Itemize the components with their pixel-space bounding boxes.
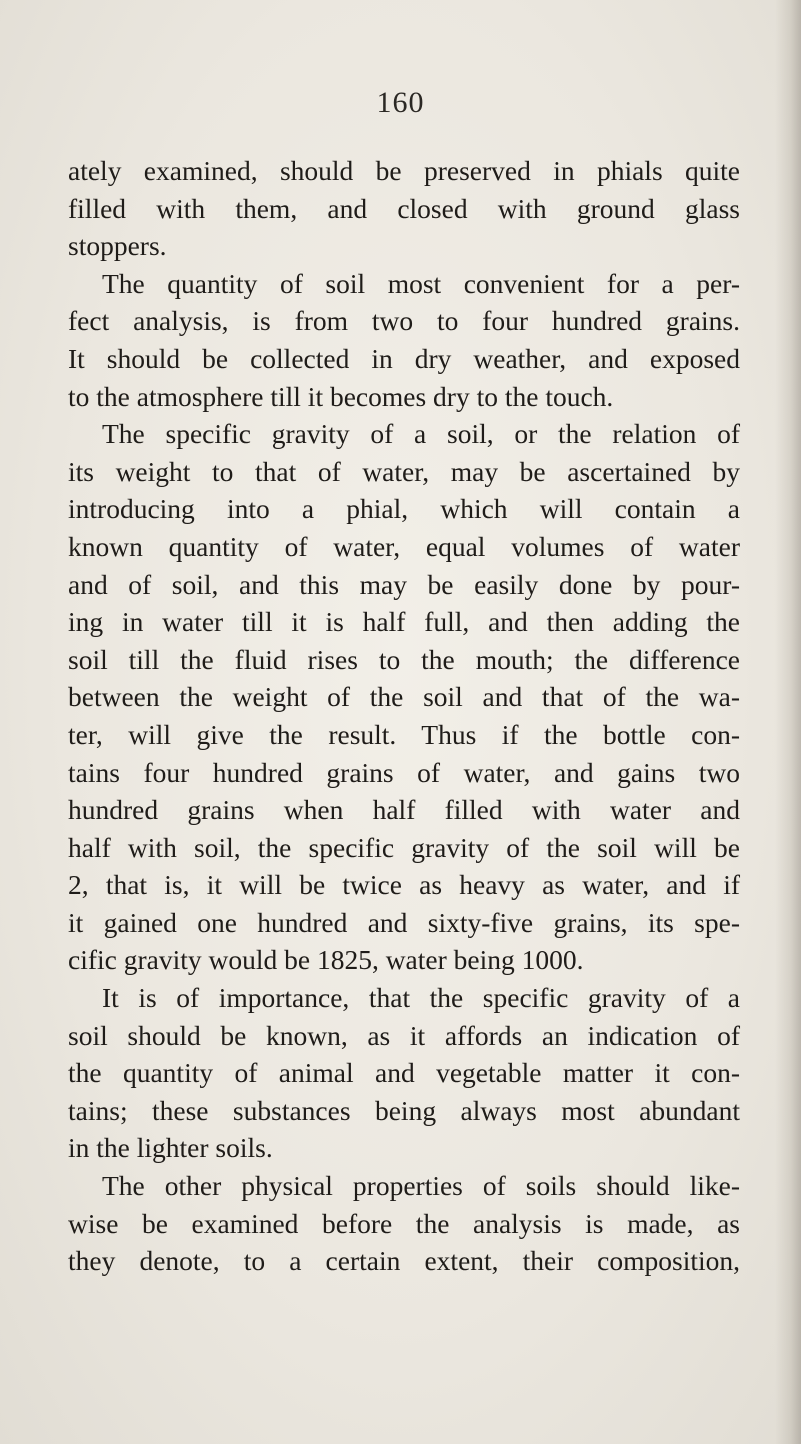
text-line: its weight to that of water, may be ascertained by — [68, 455, 740, 487]
text-line: they denote, to a certain extent, their composition, — [68, 1245, 740, 1277]
text-line: tains; these substances being always most abundant — [68, 1094, 740, 1126]
text-line: it gained one hundred and sixty-five grains, its spe- — [68, 906, 740, 938]
text-line: ing in water till it is half full, and then adding the — [68, 606, 740, 638]
text-line: 2, that is, it will be twice as heavy as water, and if — [68, 869, 740, 901]
text-line: The other physical properties of soils should like- — [102, 1170, 740, 1202]
text-line: The specific gravity of a soil, or the relation of — [102, 418, 740, 450]
text-line: known quantity of water, equal volumes of water — [68, 530, 740, 562]
text-line: half with soil, the specific gravity of the soil will be — [68, 831, 740, 863]
text-line: stoppers. — [68, 230, 167, 262]
text-line: hundred grains when half filled with water and — [68, 794, 740, 826]
text-line: cific gravity would be 1825, water being 1000. — [68, 944, 584, 976]
text-line: the quantity of animal and vegetable matter it con- — [68, 1057, 740, 1089]
text-line: filled with them, and closed with ground glass — [68, 192, 740, 224]
text-line: introducing into a phial, which will contain a — [68, 493, 740, 525]
body-text — [68, 152, 740, 1280]
text-line: and of soil, and this may be easily done by pour- — [68, 568, 740, 600]
text-line: ately examined, should be preserved in phials quite — [68, 155, 740, 186]
page-number: 160 — [376, 86, 425, 119]
text-line: fect analysis, is from two to four hundred grains. — [68, 305, 740, 337]
text-line: wise be examined before the analysis is made, as — [68, 1207, 740, 1239]
text-line: It is of importance, that the specific gravity of a — [102, 982, 740, 1014]
text-line: The quantity of soil most convenient for a per- — [102, 267, 740, 299]
text-line: ter, will give the result. Thus if the bottle con- — [68, 718, 740, 750]
text-line: It should be collected in dry weather, and exposed — [68, 342, 740, 374]
text-line: tains four hundred grains of water, and gains two — [68, 756, 740, 788]
text-line: soil till the fluid rises to the mouth; the difference — [68, 643, 740, 675]
text-line: to the atmosphere till it becomes dry to the touch. — [68, 380, 614, 412]
page-edge-shadow — [775, 0, 801, 1444]
text-line: soil should be known, as it affords an indication of — [68, 1019, 740, 1051]
text-line: between the weight of the soil and that of the wa- — [68, 681, 740, 713]
text-line: in the lighter soils. — [68, 1132, 273, 1164]
